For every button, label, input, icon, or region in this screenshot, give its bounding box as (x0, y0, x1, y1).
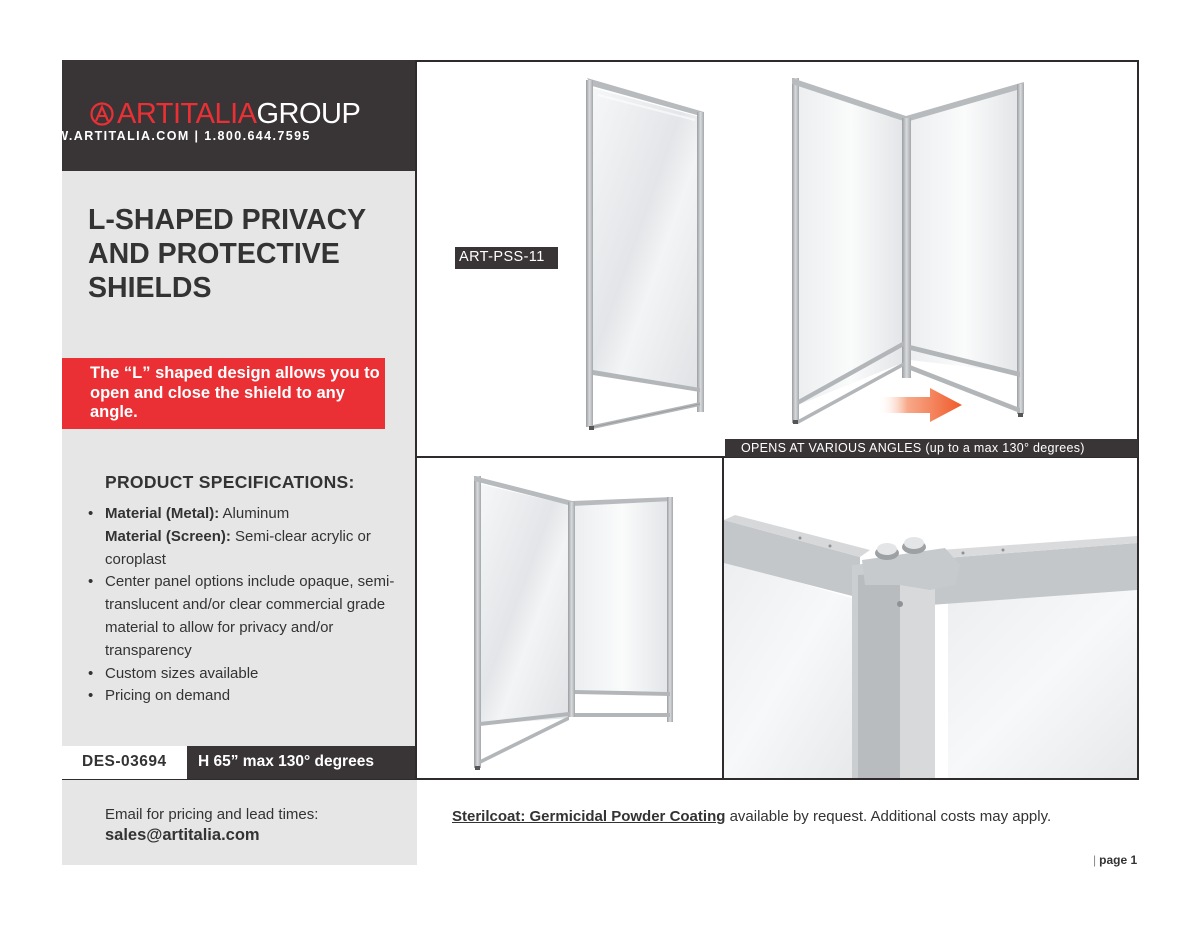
spec-item: Material (Screen): Semi-clear acrylic or coroplast (105, 527, 371, 568)
email-label: Email for pricing and lead times: (105, 806, 319, 823)
brand-contact: WWW.ARTITALIA.COM | 1.800.644.7595 (30, 129, 311, 143)
page-separator: | (1093, 853, 1097, 867)
model-tag: ART-PSS-11 (459, 249, 545, 265)
dimension-text: H 65” max 130° degrees (198, 753, 374, 770)
hinge-detail-image (724, 458, 1137, 778)
angle-caption: OPENS AT VARIOUS ANGLES (up to a max 130° degrees) (741, 441, 1085, 455)
angled-shield-image (474, 476, 673, 770)
email-link[interactable]: sales@artitalia.com (105, 826, 260, 844)
spec-item: • Center panel options include opaque, semi-translucent and/or clear commercial grade material to allow for privacy and/or transparency (86, 571, 406, 662)
brand-name-primary: ARTITALIA (117, 98, 257, 130)
design-code: DES-03694 (82, 753, 167, 770)
sterilcoat-text: available by request. Additional costs may apply. (725, 808, 1052, 825)
spec-item: • Custom sizes available (86, 663, 406, 686)
spec-item: • Material (Metal): Aluminum (86, 503, 406, 526)
sterilcoat-note (452, 808, 1051, 825)
image-divider (722, 456, 724, 780)
product-tagline: The “L” shaped design allows you to open and close the shield to any angle. (90, 364, 380, 421)
orange-arrow-icon (878, 388, 962, 422)
page-number (1093, 853, 1137, 867)
single-shield-image (586, 78, 704, 430)
spec-item: • Pricing on demand (86, 685, 406, 708)
page-label: page 1 (1099, 853, 1138, 867)
open-shield-image (792, 78, 1024, 424)
sterilcoat-link[interactable]: Sterilcoat: Germicidal Powder Coating (452, 808, 726, 825)
brand-name-secondary: GROUP (256, 98, 361, 130)
spec-heading: PRODUCT SPECIFICATIONS: (105, 472, 355, 492)
product-title: L-SHAPED PRIVACY AND PROTECTIVE SHIELDS (88, 204, 366, 304)
vertical-divider (415, 60, 417, 780)
